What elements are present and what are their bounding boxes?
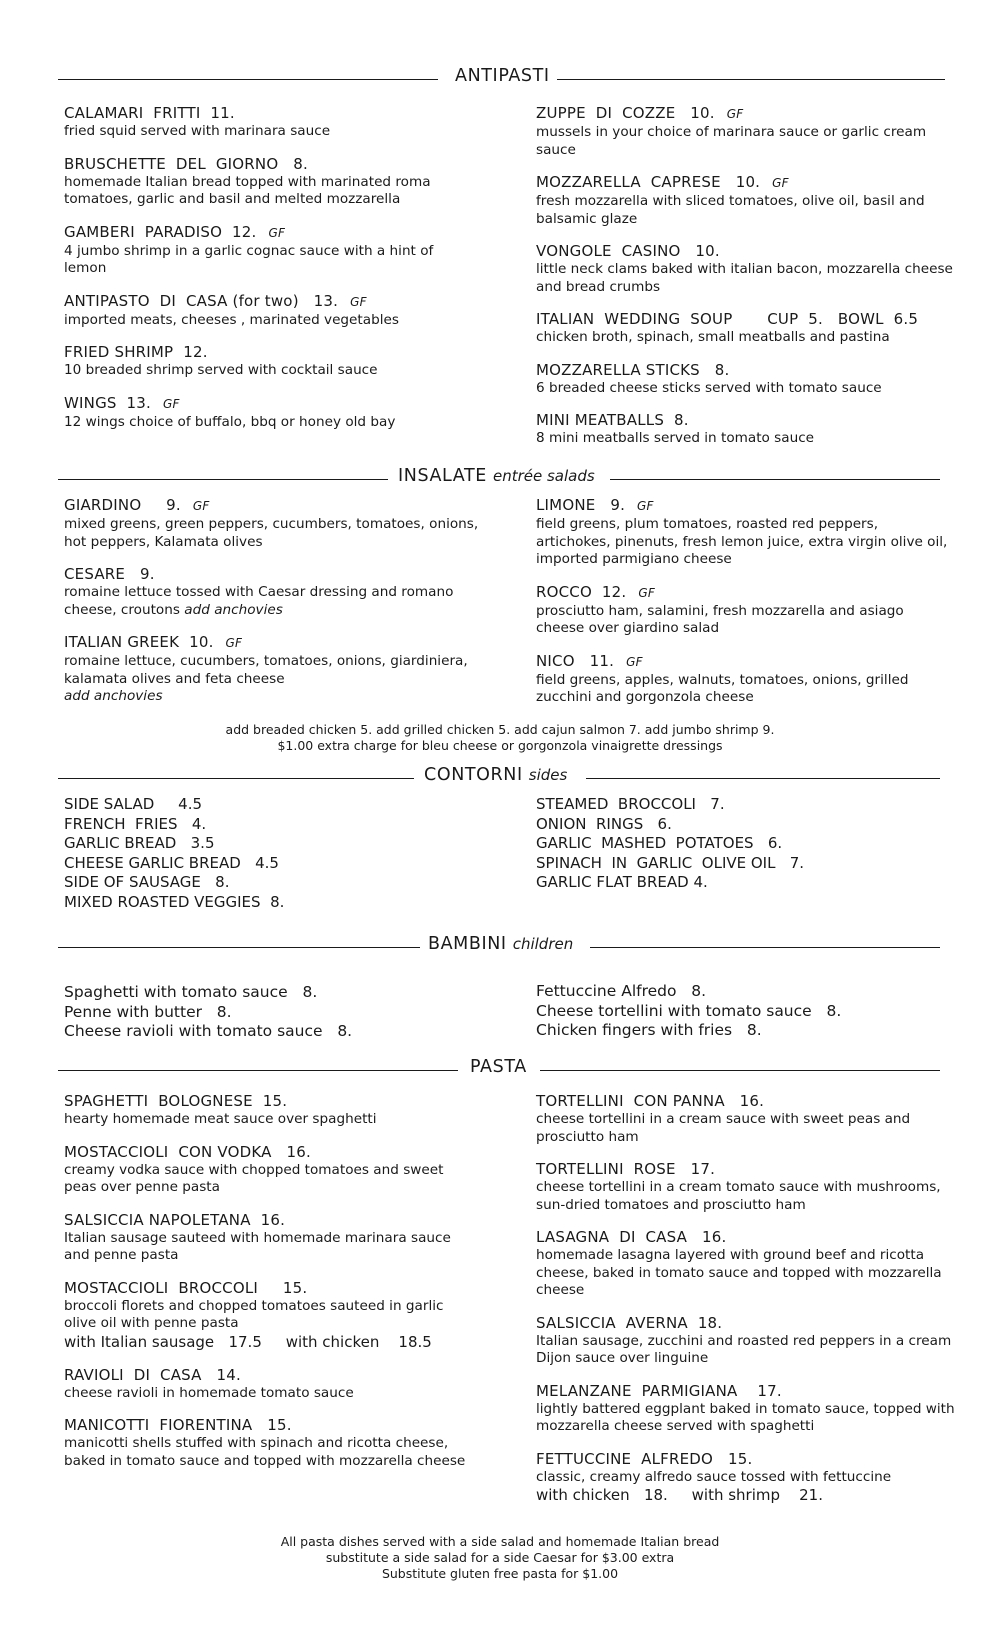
section-title-main: BAMBINI — [428, 934, 507, 954]
menu-item-description — [536, 261, 956, 296]
menu-item-name — [64, 104, 479, 123]
divider — [586, 778, 940, 779]
menu-item-title: LIMONE 9. — [536, 496, 626, 514]
menu-item-description-text: mixed greens, green peppers, cucumbers, tomatoes, onions, hot peppers, Kalamata olives — [64, 516, 479, 550]
menu-item — [536, 1450, 956, 1506]
menu-line-item: SPINACH IN GARLIC OLIVE OIL 7. — [536, 853, 805, 872]
menu-item-name — [536, 496, 956, 516]
gluten-free-badge: GF — [225, 636, 243, 650]
salad-add-ons: add breaded chicken 5. add grilled chicken 5. add cajun salmon 7. add jumbo shrimp 9. — [225, 722, 775, 737]
contorni-left-column — [64, 795, 479, 912]
menu-item-name — [536, 104, 956, 124]
menu-item-title: FRIED SHRIMP 12. — [64, 343, 208, 361]
menu-item — [536, 104, 956, 159]
menu-item-name — [536, 310, 956, 329]
menu-item-options: with chicken 18. with shrimp 21. — [536, 1486, 823, 1504]
menu-item-description — [64, 174, 479, 209]
insalate-left-column — [64, 496, 479, 720]
menu-item-description-text: cheese ravioli in homemade tomato sauce — [64, 1384, 354, 1401]
menu-line-item: SIDE OF SAUSAGE 8. — [64, 873, 230, 891]
menu-item-name — [536, 1228, 956, 1247]
menu-item-title: FETTUCCINE ALFREDO 15. — [536, 1449, 753, 1468]
menu-item — [536, 652, 956, 707]
divider — [58, 778, 414, 779]
gluten-free-badge: GF — [192, 499, 210, 513]
menu-item-title: GIARDINO 9. — [64, 496, 181, 514]
section-header-antipasti — [0, 66, 1000, 94]
menu-item-title: ZUPPE DI COZZE 10. — [536, 104, 715, 122]
gluten-free-badge: GF — [163, 396, 180, 411]
gluten-free-badge: GF — [268, 225, 286, 240]
menu-item-description — [536, 1469, 956, 1487]
menu-item-note: add anchovies — [184, 601, 283, 618]
menu-item-name — [536, 1382, 956, 1401]
menu-item-description — [64, 1385, 479, 1403]
section-header-pasta — [0, 1057, 1000, 1085]
menu-item-description — [64, 312, 479, 330]
menu-item — [64, 633, 479, 706]
menu-item-name — [64, 394, 479, 414]
pasta-left-column — [64, 1092, 479, 1484]
divider — [590, 947, 940, 948]
menu-item-description — [536, 124, 956, 159]
menu-item-description — [536, 1111, 956, 1146]
menu-item — [64, 223, 479, 278]
menu-item-title: TORTELLINI CON PANNA 16. — [536, 1092, 765, 1110]
menu-item-name — [64, 292, 479, 312]
gluten-free-badge: GF — [626, 654, 643, 669]
menu-item-title: BRUSCHETTE DEL GIORNO 8. — [64, 154, 308, 173]
section-header-bambini — [0, 934, 1000, 962]
menu-line-item: ONION RINGS 6. — [536, 814, 672, 833]
menu-item-title: NICO 11. — [536, 651, 615, 670]
menu-line-item: Cheese ravioli with tomato sauce 8. — [64, 1022, 353, 1040]
menu-item-title: ROCCO 12. — [536, 582, 627, 601]
menu-item-description-text: lightly battered eggplant baked in tomato sauce, topped with mozzarella cheese served with spaghetti — [536, 1400, 955, 1434]
pasta-footer-1: All pasta dishes served with a side salad and homemade Italian bread — [280, 1534, 720, 1549]
menu-item-description-text: cheese tortellini in a cream tomato sauce with mushrooms, sun-dried tomatoes and prosciutto ham — [536, 1179, 941, 1213]
menu-item-description-text: 4 jumbo shrimp in a garlic cognac sauce with a hint of lemon — [64, 242, 434, 276]
menu-item-description-text: fresh mozzarella with sliced tomatoes, olive oil, basil and balsamic glaze — [536, 193, 925, 227]
menu-item-description — [64, 1162, 479, 1197]
menu-item-name — [64, 155, 479, 174]
divider — [58, 1070, 458, 1071]
menu-item — [64, 104, 479, 141]
menu-line-item: GARLIC FLAT BREAD 4. — [536, 873, 708, 891]
section-subtitle: entrée salads — [492, 467, 595, 485]
section-title — [428, 934, 573, 954]
menu-item-name — [64, 565, 479, 584]
menu-item-name — [536, 361, 956, 380]
menu-item-description-text: 12 wings choice of buffalo, bbq or honey old bay — [64, 413, 396, 430]
menu-item — [64, 496, 479, 551]
menu-item-title: VONGOLE CASINO 10. — [536, 242, 720, 260]
menu-item-title: MOSTACCIOLI BROCCOLI 15. — [64, 1278, 308, 1297]
divider — [540, 1070, 940, 1071]
menu-item-title: CESARE 9. — [64, 565, 155, 583]
menu-item-name — [64, 496, 479, 516]
menu-item — [64, 1092, 479, 1129]
menu-item-title: ITALIAN GREEK 10. — [64, 633, 214, 651]
menu-item-description — [536, 329, 956, 347]
menu-item-name — [536, 1450, 956, 1469]
antipasti-right-column — [536, 104, 956, 462]
menu-item-description-text: creamy vodka sauce with chopped tomatoes and sweet peas over penne pasta — [64, 1161, 444, 1195]
menu-item-name — [64, 1211, 479, 1230]
menu-item-name — [536, 173, 956, 193]
menu-item-description — [536, 672, 956, 707]
pasta-footer-3: Substitute gluten free pasta for $1.00 — [381, 1566, 619, 1581]
menu-item-description — [64, 1111, 479, 1129]
menu-item-title: ITALIAN WEDDING SOUP CUP 5. BOWL 6.5 — [536, 310, 919, 328]
menu-item-description — [536, 430, 956, 448]
menu-item-name — [64, 1366, 479, 1385]
menu-item-title: WINGS 13. — [64, 393, 152, 412]
menu-item — [64, 1416, 479, 1470]
menu-item-description-text: homemade Italian bread topped with marinated roma tomatoes, garlic and basil and melted mozzarella — [64, 173, 431, 207]
gluten-free-badge: GF — [350, 294, 367, 309]
menu-item-description — [64, 1230, 479, 1265]
menu-item-description — [536, 1179, 956, 1214]
menu-item-description — [64, 516, 479, 551]
menu-item-description-text: 6 breaded cheese sticks served with tomato sauce — [536, 379, 882, 396]
menu-item — [536, 1382, 956, 1436]
section-title: PASTA — [470, 1057, 527, 1077]
menu-item-description-text: romaine lettuce tossed with Caesar dressing and romano cheese, croutons — [64, 584, 454, 618]
section-header-insalate — [0, 466, 1000, 494]
section-title — [398, 466, 595, 486]
menu-item — [536, 583, 956, 638]
menu-item-description — [536, 1401, 956, 1436]
menu-item-title: LASAGNA DI CASA 16. — [536, 1228, 727, 1246]
menu-item — [64, 1279, 479, 1352]
menu-item — [536, 1160, 956, 1214]
gluten-free-badge: GF — [772, 176, 789, 190]
menu-item-description — [64, 362, 479, 380]
menu-item — [64, 394, 479, 432]
menu-line-item: CHEESE GARLIC BREAD 4.5 — [64, 853, 279, 872]
menu-item-description — [64, 653, 479, 688]
menu-item-description-text: 8 mini meatballs served in tomato sauce — [536, 430, 815, 446]
dressing-note: $1.00 extra charge for bleu cheese or gorgonzola vinaigrette dressings — [277, 738, 723, 753]
menu-item-options: with Italian sausage 17.5 with chicken 18.5 — [64, 1332, 432, 1351]
contorni-right-column — [536, 795, 951, 893]
menu-item-description-text: little neck clams baked with italian bacon, mozzarella cheese and bread crumbs — [536, 261, 953, 295]
menu-item-description-text: prosciutto ham, salamini, fresh mozzarella and asiago cheese over giardino salad — [536, 602, 904, 636]
menu-item-name — [64, 223, 479, 243]
menu-item-description — [64, 584, 479, 619]
menu-line-item: MIXED ROASTED VEGGIES 8. — [64, 892, 285, 911]
divider — [58, 479, 388, 480]
divider — [58, 79, 438, 80]
menu-item-description-text: field greens, plum tomatoes, roasted red peppers, artichokes, pinenuts, fresh lemon juice, extra virgin olive oil, imported parmigiano cheese — [536, 516, 948, 567]
menu-item — [536, 1092, 956, 1146]
menu-item-description — [64, 243, 479, 278]
bambini-right-column — [536, 982, 951, 1041]
menu-item-name — [64, 1279, 479, 1298]
menu-line-item: Chicken fingers with fries 8. — [536, 1021, 762, 1039]
menu-item-name — [64, 1143, 479, 1162]
menu-item — [64, 155, 479, 209]
menu-item — [64, 292, 479, 330]
menu-item-description-text: broccoli florets and chopped tomatoes sauteed in garlic olive oil with penne pasta — [64, 1297, 444, 1331]
section-title-main: INSALATE — [398, 466, 487, 486]
menu-item — [64, 1143, 479, 1197]
menu-item-name — [536, 652, 956, 672]
section-subtitle: children — [512, 935, 574, 953]
menu-item-name — [536, 1160, 956, 1179]
menu-line-item: GARLIC MASHED POTATOES 6. — [536, 834, 783, 852]
bambini-left-column — [64, 983, 479, 1042]
menu-line-item: FRENCH FRIES 4. — [64, 814, 207, 833]
menu-item-name — [64, 343, 479, 362]
menu-item-name — [536, 583, 956, 603]
insalate-right-column — [536, 496, 956, 721]
menu-item-description — [536, 516, 956, 569]
menu-item-title: TORTELLINI ROSE 17. — [536, 1160, 716, 1178]
menu-item — [64, 1211, 479, 1265]
pasta-footer-2: substitute a side salad for a side Caesar for $3.00 extra — [325, 1550, 675, 1565]
menu-item-description-text: homemade lasagna layered with ground beef and ricotta cheese, baked in tomato sauce and topped with mozzarella cheese — [536, 1247, 942, 1298]
menu-item-description-text: field greens, apples, walnuts, tomatoes, onions, grilled zucchini and gorgonzola cheese — [536, 671, 909, 705]
menu-item — [536, 173, 956, 228]
menu-line-item: Fettuccine Alfredo 8. — [536, 982, 707, 1000]
menu-item-description — [536, 1247, 956, 1300]
menu-item-description-text: classic, creamy alfredo sauce tossed with fettuccine — [536, 1468, 892, 1485]
menu-item-name — [536, 411, 956, 430]
menu-item-name — [64, 633, 479, 653]
menu-item — [64, 565, 479, 619]
menu-item-title: MANICOTTI FIORENTINA 15. — [64, 1416, 292, 1434]
menu-item-description — [536, 1333, 956, 1368]
menu-item — [536, 242, 956, 296]
menu-item-title: MINI MEATBALLS 8. — [536, 411, 689, 429]
menu-item-description-text: manicotti shells stuffed with spinach and ricotta cheese, baked in tomato sauce and topped with mozzarella cheese — [64, 1435, 466, 1469]
menu-item-description-text: Italian sausage, zucchini and roasted red peppers in a cream Dijon sauce over linguine — [536, 1332, 952, 1366]
menu-line-item: SIDE SALAD 4.5 — [64, 795, 203, 813]
menu-item-description-text: cheese tortellini in a cream sauce with sweet peas and prosciutto ham — [536, 1111, 911, 1145]
divider — [610, 479, 940, 480]
menu-item — [536, 496, 956, 569]
menu-item-name — [536, 242, 956, 261]
menu-item — [536, 411, 956, 448]
menu-item — [536, 361, 956, 398]
gluten-free-badge: GF — [637, 499, 654, 513]
menu-item-description — [536, 603, 956, 638]
menu-item-name — [64, 1416, 479, 1435]
gluten-free-badge: GF — [726, 107, 744, 121]
menu-item-note: add anchovies — [64, 688, 163, 704]
section-title: ANTIPASTI — [455, 66, 550, 86]
menu-item-description — [536, 380, 956, 398]
menu-item-description-text: fried squid served with marinara sauce — [64, 123, 331, 139]
menu-item — [536, 310, 956, 347]
menu-line-item: Cheese tortellini with tomato sauce 8. — [536, 1001, 842, 1020]
gluten-free-badge: GF — [638, 585, 655, 600]
menu-item-title: RAVIOLI DI CASA 14. — [64, 1365, 241, 1384]
menu-item-title: SALSICCIA NAPOLETANA 16. — [64, 1210, 286, 1229]
menu-item-title: SPAGHETTI BOLOGNESE 15. — [64, 1092, 288, 1110]
menu-item-name — [64, 1092, 479, 1111]
menu-line-item: GARLIC BREAD 3.5 — [64, 834, 215, 852]
menu-item-name — [536, 1092, 956, 1111]
pasta-right-column — [536, 1092, 956, 1519]
menu-item-description-text: hearty homemade meat sauce over spaghetti — [64, 1111, 377, 1127]
menu-item-description — [536, 193, 956, 228]
menu-item-description — [64, 414, 479, 432]
antipasti-left-column — [64, 104, 479, 445]
menu-item-description-text: 10 breaded shrimp served with cocktail sauce — [64, 362, 378, 378]
menu-item — [536, 1314, 956, 1368]
section-title-main: CONTORNI — [424, 765, 523, 785]
divider — [58, 947, 420, 948]
menu-item-title: GAMBERI PARADISO 12. — [64, 222, 257, 241]
menu-item-description — [64, 1298, 479, 1333]
section-subtitle: sides — [528, 766, 568, 784]
menu-item-title: MOSTACCIOLI CON VODKA 16. — [64, 1142, 311, 1161]
menu-item-description-text: Italian sausage sauteed with homemade marinara sauce and penne pasta — [64, 1229, 451, 1263]
menu-item-name — [536, 1314, 956, 1333]
menu-item-title: MELANZANE PARMIGIANA 17. — [536, 1381, 782, 1400]
menu-item — [536, 1228, 956, 1300]
menu-item — [64, 1366, 479, 1403]
menu-item-description-text: mussels in your choice of marinara sauce or garlic cream sauce — [536, 124, 927, 158]
menu-item-title: ANTIPASTO DI CASA (for two) 13. — [64, 291, 339, 310]
menu-item-description-text: romaine lettuce, cucumbers, tomatoes, onions, giardiniera, kalamata olives and feta cheese — [64, 653, 468, 687]
menu-item-description — [64, 1435, 479, 1470]
menu-item-description-text: imported meats, cheeses , marinated vegetables — [64, 311, 399, 328]
menu-item-title: MOZZARELLA CAPRESE 10. — [536, 173, 761, 191]
menu-item-description-text: chicken broth, spinach, small meatballs and pastina — [536, 329, 890, 345]
menu-item-title: SALSICCIA AVERNA 18. — [536, 1313, 723, 1332]
menu-line-item: Spaghetti with tomato sauce 8. — [64, 983, 318, 1001]
divider — [557, 79, 945, 80]
section-title — [424, 765, 567, 785]
menu-item-title: CALAMARI FRITTI 11. — [64, 104, 235, 122]
section-header-contorni — [0, 765, 1000, 793]
menu-item-description — [64, 123, 479, 141]
menu-item-title: MOZZARELLA STICKS 8. — [536, 360, 730, 379]
menu-line-item: Penne with butter 8. — [64, 1002, 232, 1021]
menu-item — [64, 343, 479, 380]
menu-line-item: STEAMED BROCCOLI 7. — [536, 795, 725, 813]
